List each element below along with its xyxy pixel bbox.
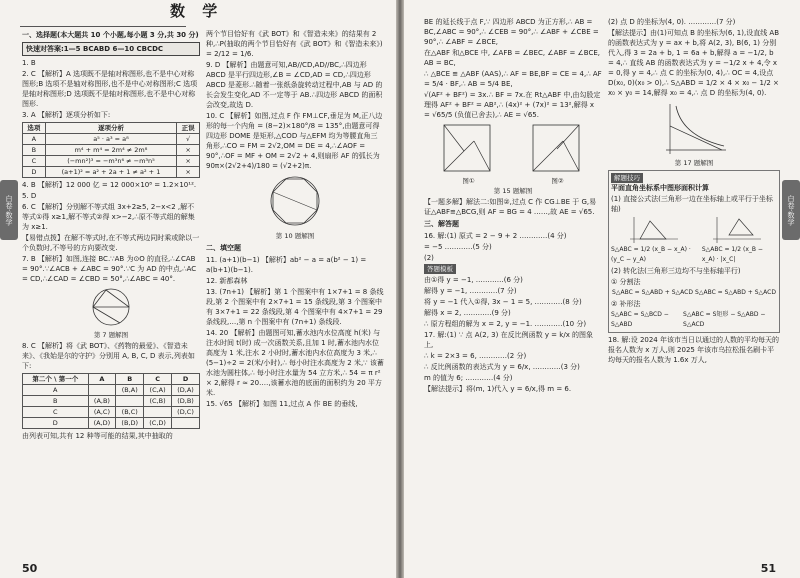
method-box [608,170,780,333]
page-number-right: 51 [760,562,776,575]
answer-line: ∴ 原方程组的解为 x = 2, y = −1. …………(10 分) [424,320,587,328]
answer-item: 5. D [22,192,37,200]
fig15-panel [529,121,587,186]
tip-item: 【易错点拨】在解不等式时,在不等式两边同时乘或除以一个负数时,不等号的方向要改变. [22,234,200,252]
table-row [23,407,200,418]
answer-item: 14. 20 【解析】由题图可知,蓄水池内水位高度 h(米) 与注水时间 t(时) 成一次函数关系,且加 1 时,蓄水池内水位高度为 1 米,注水 2 小时时,蓄水池内水位高度为 3 米,∴ (5−1)÷2 = 2(米/小时),∴ 每小时注水高度为 2 米,∵ 该蓄水池为圆柱体,∴ 每小时注水量为 54 立方米,∴ 54 = π r² × 2,解得 r ≈ 20.…,该蓄水池的底面的面积约为 20 平方米. [206,329,384,397]
table-header: D [172,374,200,385]
method-title: 平面直角坐标系中图形面积计算 [611,184,709,192]
answer-line: 解得 x = 2, …………(9 分) [424,309,511,317]
fig15-label: 图② [551,177,564,185]
section2-title: 二、填空题 [206,244,241,252]
answer-line: 将 y = −1 代入①得, 3x − 1 = 5, …………(8 分) [424,298,582,306]
fig7-circle-diagram [76,286,146,328]
answer-item: 13. (7n+1) 【解析】第 1 个图案中有 1×7+1 = 8 条线段,第 2 个图案中有 2×7+1 = 15 条线段,第 3 个图案中有 3×7+1 = 22 条线段,第 4 个图案中有 4×7+1 = 29 条线段,…,第 n 个图案中有 (7n+1) 条线段. [206,288,384,326]
square-diagram [440,121,498,173]
table-cell: (D,A) [172,385,200,396]
answer-line: ∴ k = 2×3 = 6, …………(2 分) [424,352,527,360]
answer-item: 12. 新都森林 [206,277,248,285]
table-header: B [116,374,144,385]
table-header: A [88,374,116,385]
table-cell: B [23,396,89,407]
method-substep: ① 分割法 [611,278,641,286]
table-cell: (C,B) [144,396,172,407]
table-cell: (B,D) [116,418,144,429]
triangle-axis-diagram [626,215,680,245]
table-header: 逐项分析 [45,123,176,134]
table-cell: A [23,385,89,396]
fig17-graph [658,100,730,156]
method-step: (2) 转化法(三角形三边均不与坐标轴平行) [611,267,741,275]
table-cell: (D,C) [172,407,200,418]
table-cell: (a+1)² = a² + 2a + 1 ≠ a² + 1 [45,167,176,178]
left-column-2 [206,28,384,562]
table-row [23,145,200,156]
formula: S△ABC = S矩形 − S△ABD − S△ACD [683,311,766,328]
fig15-panel [440,121,498,186]
formula: S△ABC = 1/2 (x_B − x_A) · |x_C| [701,246,763,263]
table-cell: × [177,156,200,167]
table-cell: D [23,167,46,178]
answer-item: 2. C 【解析】A 选项既不是轴对称图形,也不是中心对称图形;B 选项不是轴对称图形,也不是中心对称图形;C 选项是轴对称图形;D 选项既不是轴对称图形,也不是中心对称图形. [22,70,198,108]
answer-item: 【解法提示】由(1)可知点 B 的坐标为(6, 1),设直线 AB 的函数表达式为 y = ax + b,将 A(2, 3), B(6, 1) 分别代入,得 3 = 2a + b, 1 = 6a + b,解得 a = −1/2, b = 4,∴ 直线 AB 的函数表达式为 y = −1/2 x + 4,令 x = 0,得 y = 4,∴ 点 C 的坐标为(0, 4),∴ OC = 4,设点 D(x₀, 0)(x₀ > 0),∴ S△ABD = 1/2 × 4 × x₀ − 1/2 × x₀ × y₀ = 14,解得 x₀ = 4,∴ 点 D 的坐标为(4, 0). [608,29,780,97]
side-tab-left: 白卷·数学 [0,180,18,240]
fig17-caption: 第 17 题解图 [674,159,714,167]
table-cell: (A,D) [88,418,116,429]
answer-item: 在△ABF 和△BCE 中, ∠AFB = ∠BEC, ∠ABF = ∠BCE, AB = BC, [424,49,601,67]
answer-line: 【解法提示】将(m, 1)代入 y = 6/x,得 m = 6. [424,385,572,393]
answer-item: 3. A 【解析】逐项分析如下: [22,111,111,119]
answer-line: 解得 y = −1, …………(7 分) [424,287,517,295]
analysis-table [22,122,200,178]
method1-formulas [611,245,777,265]
table-cell: m⁴ + m⁴ = 2m⁴ ≠ 2m⁸ [45,145,176,156]
answer-line: 由①得 y = −1, …………(6 分) [424,276,523,284]
answer-line: = −5 …………(5 分) [424,243,492,251]
table-cell: √ [177,134,200,145]
table-header: 正误 [177,123,200,134]
answer-line: 17. 解:(1) ∵ 点 A(2, 3) 在反比例函数 y = k/x 的图象上, [424,331,594,349]
right-column-2 [608,16,780,562]
table-cell [144,407,172,418]
method1-figures [611,215,777,245]
table-row [23,396,200,407]
answer-line: (2) [424,254,434,262]
formula: S△ABC = 1/2 (x_B − x_A) · (y_C − y_A) [611,246,691,263]
table-cell: (C,D) [144,418,172,429]
page-number-left: 50 [22,562,38,575]
answer-item: √(AF² + BF²) = 3x.∴ BF = 7x.在 Rt△ABF 中,由勾股定理得 AF² + BF² = AB²,∴ (4x)² + (7x)² = 13²,解得 x = √65/5 (负值已舍去),∴ AE = √65. [424,91,601,119]
table-cell: B [23,145,46,156]
book-gutter [396,0,404,578]
table-header: C [144,374,172,385]
method2b-formulas [611,310,777,330]
page-title: 数 学 [170,2,224,20]
right-page [404,0,800,578]
table-row [23,156,200,167]
table-cell [116,396,144,407]
answer-item: 两个节目恰好有《武 BOT》和《智造未来》的结果有 2 种,∴P(抽取的两个节目恰好有《武 BOT》和《智造未来》) = 2/12 = 1/6. [206,30,383,58]
answer-item: ∴ △BCE ≌ △ABF (AAS),∴ AF = BE,BF = CE = 4,∴ AF = 5/4 · BF,∴ AB = 5/4 BE, [424,70,602,88]
quick-answer-box: 快速对答案:1—5 BCABD 6—10 CBCDC [22,42,200,56]
table-row [23,418,200,429]
fig7-caption: 第 7 题解图 [93,331,129,339]
item-list-1 [22,58,200,120]
table-cell: (−mn²)³ = −m³n⁶ ≠ −m³n⁵ [45,156,176,167]
title-rule [20,26,186,27]
fig15-label: 图① [462,177,475,185]
table-cell: (B,C) [116,407,144,418]
combination-table [22,373,200,429]
answer-item: 15. √65 【解析】如图 11,过点 A 作 BE 的垂线, [206,400,358,408]
item-list-1b [22,180,200,284]
answer-line: ∴ 反比例函数的表达式为 y = 6/x, …………(3 分) [424,363,580,371]
answer-line: 16. 解:(1) 原式 = 2 − 9 + 2 …………(4 分) [424,232,567,240]
fig10-octagon-diagram [265,173,325,229]
triangle-axis-diagram [709,215,763,245]
table-cell: (B,A) [116,385,144,396]
formula: S△ABC = S△BCD − S△ABD [611,311,669,328]
method-step: (1) 直接公式法(三角形一边在坐标轴上或平行于坐标轴) [611,195,773,213]
table-cell: C [23,407,89,418]
table-cell: (D,B) [172,396,200,407]
answer-item: 7. B 【解析】如图,连接 BC.∵AB 为⊙O 的直径,∴∠CAB = 90°.∵∠ACB + ∠ABC = 90°.∵C 为 AD 的中点,∴AC = CD,∴∠CAD = ∠CBD = 50°,∴∠ABC = 40°. [22,255,197,283]
formula: S△ABC = S△ABD + S△ACD [612,289,693,296]
table-cell: A [23,134,46,145]
square-diagram [529,121,587,173]
table-row [23,167,200,178]
answer-item: 18. 解:设 2024 年该市当日以通过的人数的平均每天的报名人数为 x 万人,则 2025 年该市乌拉松报名刷卡平均每天的报名人数为 1.6x 万人, [608,336,779,364]
left-column-1 [22,28,200,562]
answer-item: 1. B [22,59,36,67]
section3-title: 三、解答题 [424,220,459,228]
answer-item: 11. (a+1)(b−1) 【解析】ab² − a = a(b² − 1) = a(b+1)(b−1). [206,256,367,274]
table-header: 选项 [23,123,46,134]
table-cell: × [177,167,200,178]
template-badge: 答题模板 [424,264,456,274]
method-badge: 解题技巧 [611,173,643,183]
table-cell: (C,A) [144,385,172,396]
table-cell: D [23,418,89,429]
method2a-formulas [611,288,777,298]
section1-title: 一、选择题(本大题共 10 个小题,每小题 3 分,共 30 分) [22,31,199,39]
answer-item: BE 的延长线于点 F,∵ 四边形 ABCD 为正方形,∴ AB = BC,∠ABC = 90°,∴ ∠CEB = 90°,∴ ∠ABF + ∠CBE = 90°,∴ ∠ABF = ∠BCE, [424,18,599,46]
table-cell: a⁵ · a³ = a⁸ [45,134,176,145]
table-row [23,385,200,396]
answer-item: (2) 点 D 的坐标为(4, 0). …………(7 分) [608,18,736,26]
table-cell: × [177,145,200,156]
table-header-row [23,374,200,385]
answer-item: 9. D 【解析】由题意可知,AB//CD,AD//BC,∴四边形 ABCD 是平行四边形,∠B = ∠CD,AD = CD,∴四边形 ABCD 是菱形.∴随着一张纸条旋转动过程中,AB 与 AD 的长会发生变化,AD 不一定等于 AB.∴四边形 ABCD 的面积会改变,故选 D. [206,61,383,109]
method-substep: ② 补形法 [611,300,641,308]
answer-item: 8. C 【解析】将《武 BOT》、《药物的最爱》、《智造未来》、《我始是尔的守护》分别用 A, B, C, D 表示,列表如下: [22,342,195,370]
formula: S△ABC = S△ABD + S△ACD [695,289,776,296]
right-column-1 [424,16,602,562]
answer-item: 4. B 【解析】12 000 亿 = 12 000×10⁸ = 1.2×10¹². [22,181,197,189]
table-header-row [23,123,200,134]
table-cell: (A,B) [88,396,116,407]
answer-item: 由列表可知,共有 12 种等可能的结果,其中抽取的 [22,432,173,440]
alt-method: 【一题多解】解法二:如图②,过点 C 作 CG⊥BE 于 G,易证△ABF≌△BCG,则 AF = BG = 4 ……,故 AE = √65. [424,198,597,216]
table-cell: (A,C) [88,407,116,418]
table-cell: C [23,156,46,167]
table-row [23,134,200,145]
left-page [0,0,396,578]
table-header: 第二个 \ 第一个 [23,374,89,385]
answer-item: 6. C 【解析】分别解不等式组 3x+2≥5, 2−x<2 ,解不等式①得 x≥1,解不等式②得 x>−2,∴原不等式组的解集为 x≥1. [22,203,195,231]
fig15-caption: 第 15 题解图 [493,187,533,195]
answer-item: 10. C 【解析】如图,过点 F 作 FM⊥CF,垂足为 M,正八边形的每一个内角 = (8−2)×180°/8 = 135°,由题意可得四边形 DOME 是矩形,△COD 与△EFM 均为等腰直角三角形,∴CO = FM = 2√2,OM = DE = 4,∴∠AOF = 90°,∴OF = MF + OM = 2√2 + 4,则扇形 AF 的弧长为 90π×(2√2+4)/180 = (√2+2)π. [206,112,383,170]
fig15-group [424,121,602,186]
table-cell [172,418,200,429]
fig10-caption: 第 10 题解图 [275,232,315,240]
table-cell [88,385,116,396]
answer-line: m 的值为 6; …………(4 分) [424,374,513,382]
side-tab-right: 白卷·数学 [782,180,800,240]
